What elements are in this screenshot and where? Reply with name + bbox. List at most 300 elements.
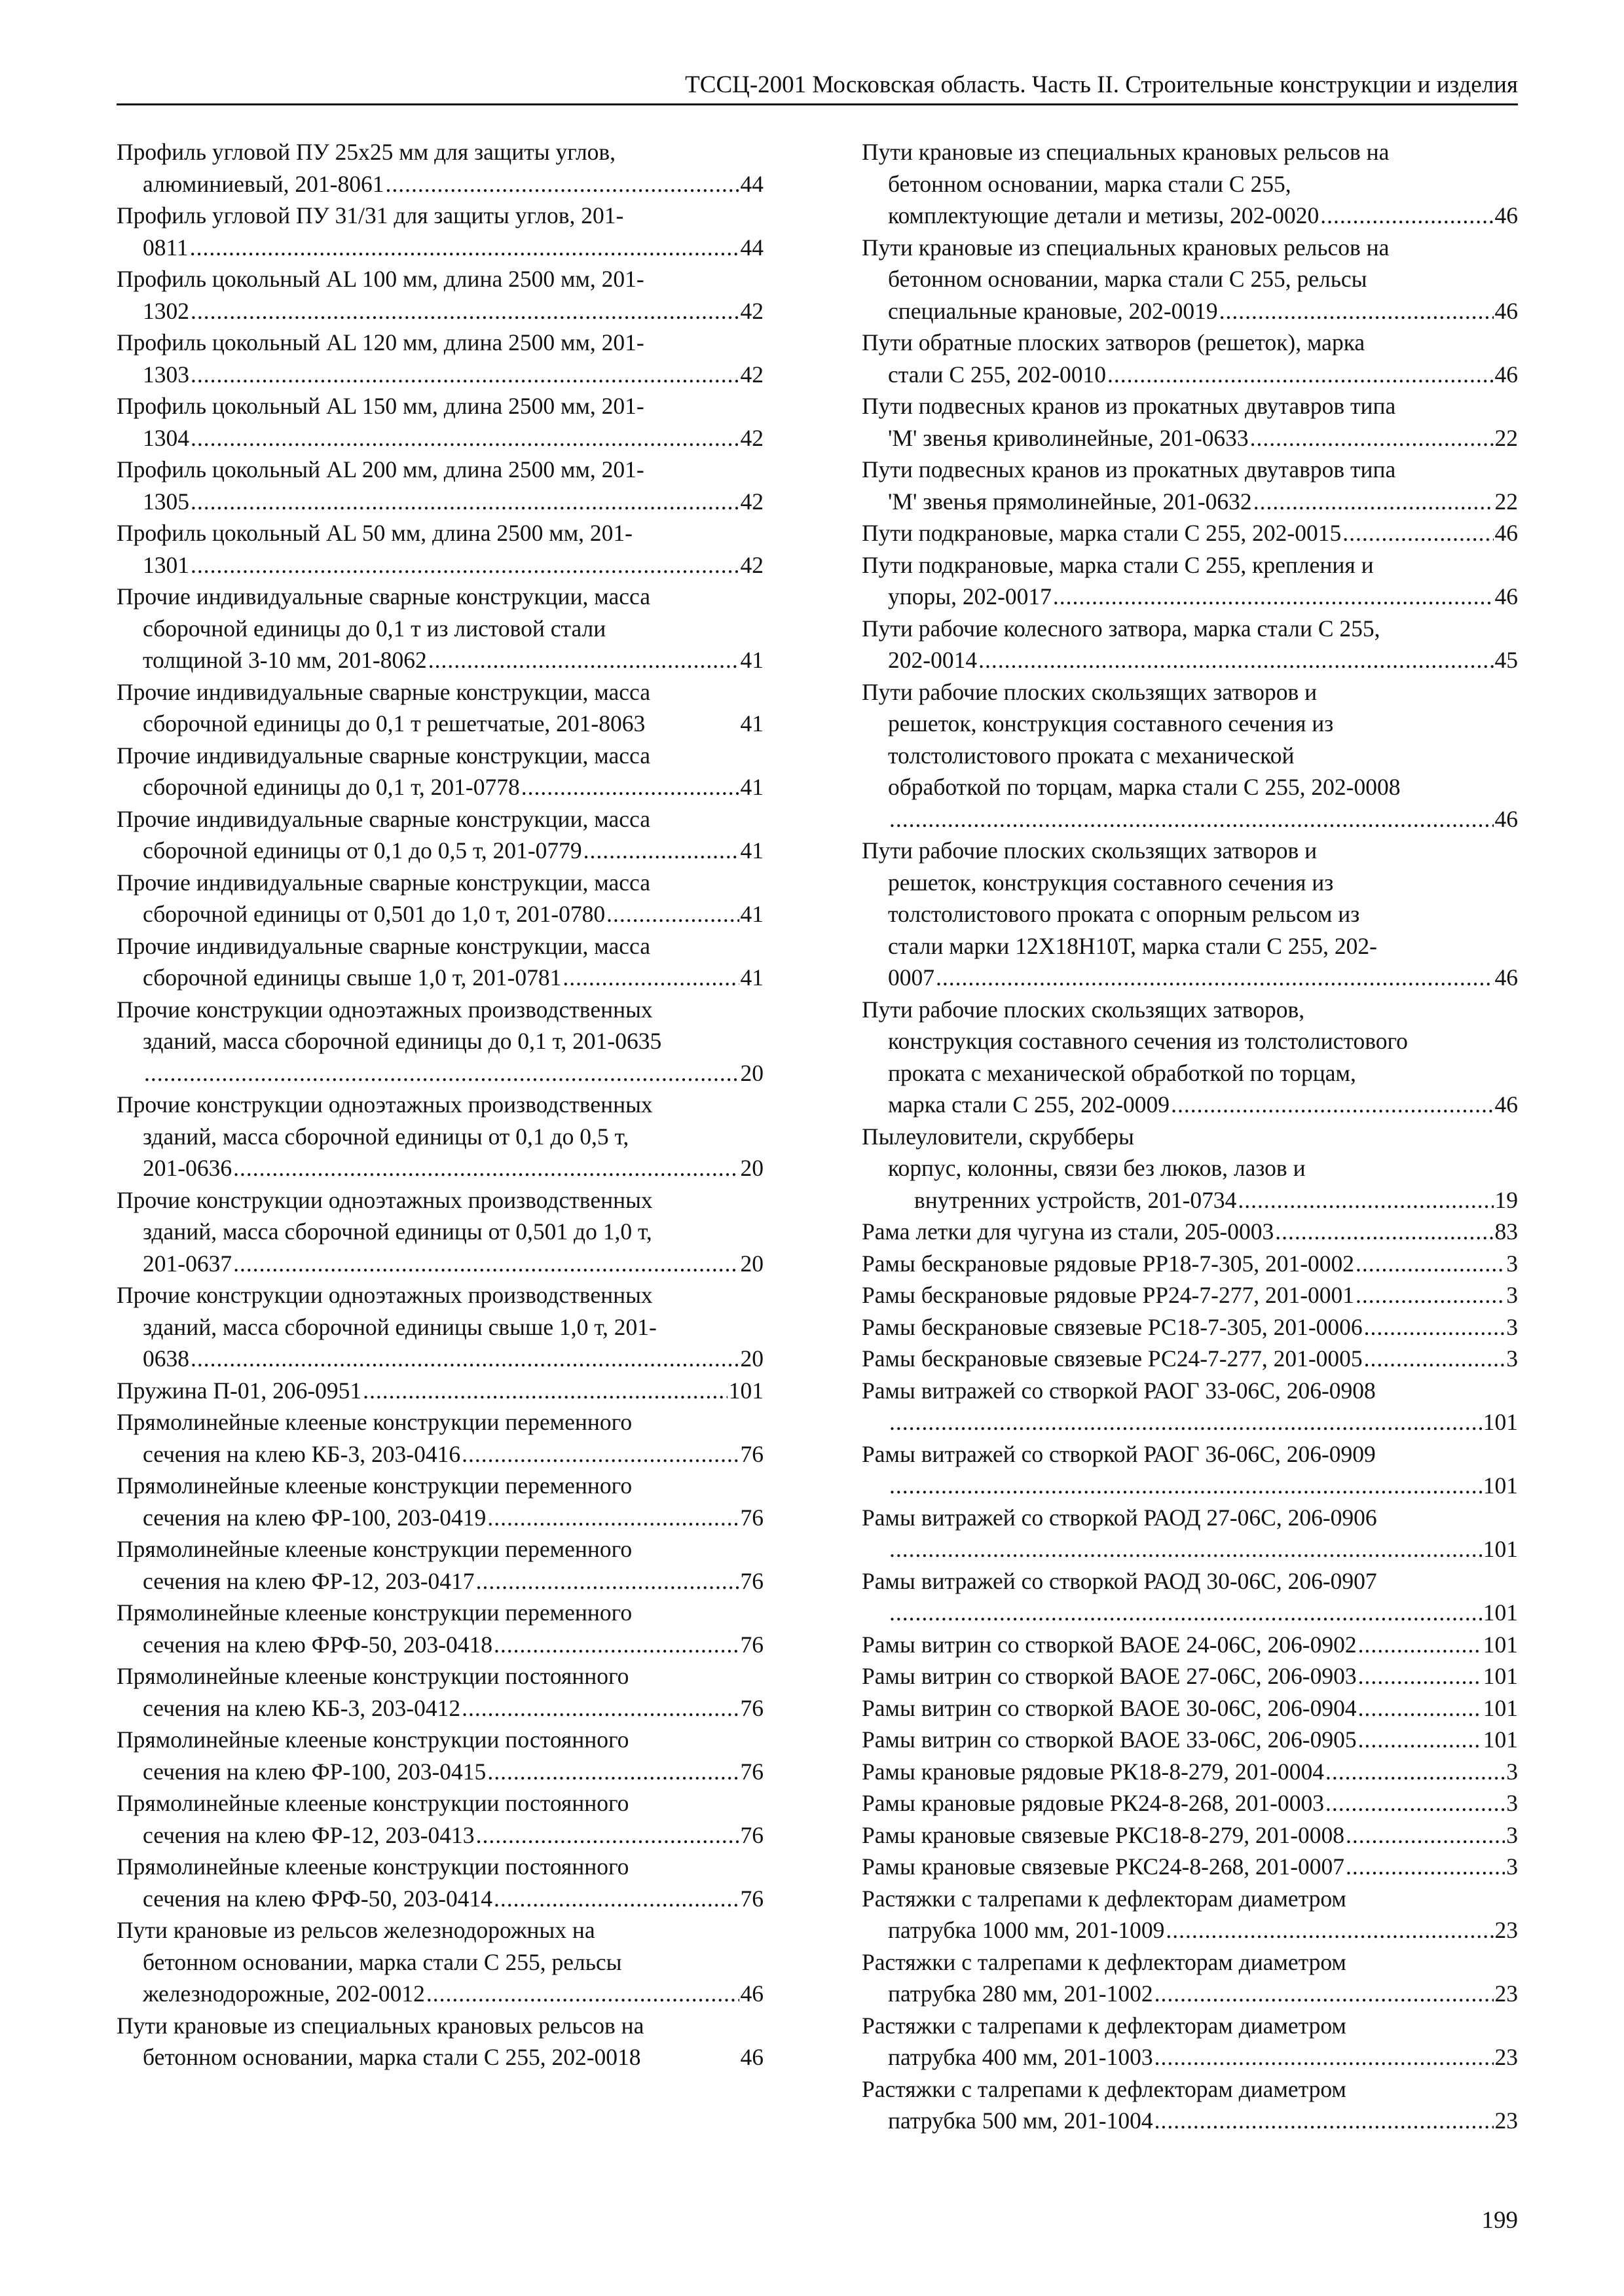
leader-dots [487,1756,739,1788]
index-entry-last-line [862,1819,1518,1851]
index-entry [862,1724,1518,1756]
leader-dots [462,1692,739,1724]
index-entry-line: Профиль цокольный AL 120 мм, длина 2500 мм, 201- [117,329,644,355]
index-entry [862,1502,1518,1565]
header-rule [117,103,1518,105]
index-entry-last-line [862,1533,1518,1565]
index-page-ref: 46 [1494,297,1518,324]
index-entry [117,867,764,930]
leader-dots [1250,422,1494,454]
index-entry-last-line [862,1787,1518,1819]
index-entry-last-line [862,1216,1518,1248]
index-entry-line: Прочие индивидуальные сварные конструкции, масса [117,805,650,832]
index-page-ref: 46 [740,2044,764,2070]
index-entry-line: Пути крановые из рельсов железнодорожных на [117,1917,595,1943]
leader-dots [1356,1279,1505,1311]
index-entry [862,327,1518,390]
index-page-ref: 76 [740,1504,764,1531]
leader-dots [1356,1248,1505,1280]
index-page-ref: 41 [740,774,764,800]
index-entry-last-line [117,1438,764,1470]
leader-dots [889,1533,1482,1565]
index-entry-last-line [117,1152,764,1184]
index-entry-line: Прочие индивидуальные сварные конструкции, масса [117,869,650,896]
index-entry [862,1375,1518,1438]
index-entry-text: Рамы крановые связевые РКС18-8-279, 201-0008 [862,1821,1345,1848]
index-entry-last-line [117,2041,764,2073]
index-entry [862,2073,1518,2137]
index-entry-last-line [862,200,1518,232]
index-entry [117,1533,764,1597]
index-entry-line: бетонном основании, марка стали С 255, рельсы [143,1948,622,1975]
leader-dots [494,1629,739,1661]
index-entry-text: Пружина П-01, 206-0951 [117,1377,362,1404]
leader-dots [233,1248,739,1280]
leader-dots [426,1978,739,2010]
leader-dots [978,644,1493,676]
index-entry [862,1946,1518,2010]
index-page-ref: 101 [1483,1663,1518,1689]
leader-dots [191,295,739,327]
leader-dots [1325,1756,1505,1788]
index-entry-text: сечения на клею ФР-100, 203-0419 [143,1504,487,1531]
index-entry-line: Рамы витражей со створкой РАОД 27-06С, 206-0906 [862,1504,1377,1531]
index-entry-text: сечения на клею КБ-3, 203-0412 [143,1694,461,1721]
index-entry-text: Рамы бескрановые рядовые РР18-7-305, 201-0002 [862,1250,1355,1277]
index-entry-text: внутренних устройств, 201-0734 [914,1186,1237,1213]
index-entry-line: Рамы витражей со створкой РАОД 30-06С, 206-0907 [862,1567,1377,1594]
index-page-ref: 3 [1506,1345,1518,1372]
index-page-ref: 41 [740,710,764,737]
index-entry-text: стали С 255, 202-0010 [888,361,1106,388]
index-entry-line: Пути рабочие колесного затвора, марка стали С 255, [862,615,1380,642]
index-entry-text: 202-0014 [888,647,978,673]
page-number: 199 [1481,2207,1518,2234]
leader-dots [583,835,739,867]
leader-dots [1053,581,1494,613]
index-entry [862,613,1518,676]
index-page-ref: 22 [1494,424,1518,451]
leader-dots [1346,1819,1505,1851]
index-entry [117,1724,764,1787]
index-entry-text: 1301 [143,551,189,578]
index-entry-line: проката с механической обработкой по торцам, [888,1059,1356,1086]
index-page-ref: 101 [1483,1726,1518,1753]
leader-dots [191,422,739,454]
index-entry [117,390,764,454]
index-entry [117,136,764,200]
index-entry-last-line [862,1914,1518,1946]
leader-dots [1320,200,1493,232]
index-entry-line: зданий, масса сборочной единицы до 0,1 т, 201-0635 [143,1028,662,1054]
leader-dots [1238,1184,1493,1216]
index-entry-last-line [117,1248,764,1280]
index-entry-last-line [862,2105,1518,2137]
index-entry-text: Рамы крановые рядовые РК18-8-279, 201-0004 [862,1758,1324,1785]
leader-dots [190,232,739,264]
leader-dots [1154,1978,1494,2010]
index-entry-text: патрубка 280 мм, 201-1002 [888,1980,1153,2007]
leader-dots [1154,2105,1494,2137]
index-entry-last-line [862,1629,1518,1661]
index-entry-last-line [117,1756,764,1788]
index-page-ref: 20 [740,1345,764,1372]
index-page-ref: 101 [1483,1631,1518,1658]
index-entry-text: сборочной единицы от 0,1 до 0,5 т, 201-0779 [143,837,582,864]
index-entry-line: Прямолинейные клееные конструкции постоянного [117,1726,629,1753]
index-page-ref: 76 [740,1885,764,1912]
index-entry [117,930,764,994]
index-entry [117,327,764,390]
index-entry-line: Пути рабочие плоских скользящих затворов и [862,837,1318,864]
index-page-ref: 46 [1494,361,1518,388]
index-entry-line: Пути крановые из специальных крановых рельсов на [862,234,1390,261]
index-entry-last-line [862,803,1518,835]
leader-dots [1253,486,1494,518]
index-entry-text: Пути подкрановые, марка стали С 255, 202-0015 [862,520,1342,546]
index-entry-text: Рамы витрин со створкой ВАОЕ 24-06С, 206-0902 [862,1631,1357,1658]
index-entry-line: Прямолинейные клееные конструкции постоянного [117,1663,629,1689]
index-entry-text: 1305 [143,488,189,515]
leader-dots [191,1343,739,1375]
index-entry [862,1216,1518,1248]
index-page-ref: 23 [1494,1980,1518,2007]
index-entry-text: 1303 [143,361,189,388]
index-entry-line: Пути подкрановые, марка стали С 255, крепления и [862,551,1374,578]
index-entry-line: Прочие индивидуальные сварные конструкции, масса [117,742,650,769]
index-page-ref: 101 [1483,1694,1518,1721]
index-page-ref: 76 [740,1694,764,1721]
index-entry-line: Пути подвесных кранов из прокатных двутавров типа [862,456,1396,483]
leader-dots [889,1470,1482,1502]
index-page-ref: 23 [1494,2044,1518,2070]
index-column-right [862,136,1518,2137]
index-page-ref: 42 [740,551,764,578]
leader-dots [1364,1311,1505,1343]
leader-dots [889,1406,1482,1438]
leader-dots [1171,1089,1493,1121]
index-page-ref: 83 [1494,1218,1518,1245]
index-page-ref: 3 [1506,1790,1518,1816]
leader-dots [889,1597,1482,1629]
index-page-ref: 20 [740,1250,764,1277]
index-entry [117,1406,764,1470]
leader-dots [1219,295,1494,327]
index-entry [117,740,764,803]
index-entry [117,1375,764,1407]
index-entry-line: Профиль цокольный AL 150 мм, длина 2500 мм, 201- [117,393,644,419]
index-entry-last-line [117,898,764,930]
index-page-ref: 76 [740,1821,764,1848]
index-entry [117,1660,764,1724]
index-entry-line: Прочие конструкции одноэтажных производственных [117,1091,653,1118]
index-entry-text: 1302 [143,297,189,324]
index-entry-last-line [862,2041,1518,2073]
index-entry [862,136,1518,232]
leader-dots [1325,1787,1505,1819]
index-entry [862,994,1518,1121]
index-page-ref: 23 [1494,2107,1518,2134]
index-page-ref: 101 [1483,1472,1518,1499]
index-entry-last-line [117,1502,764,1534]
index-entry [862,2010,1518,2073]
index-page-ref: 41 [740,837,764,864]
index-entry-text: сечения на клею ФР-12, 203-0413 [143,1821,475,1848]
index-entry-last-line [117,1343,764,1375]
index-entry-last-line [862,1343,1518,1375]
index-entry-text: сборочной единицы от 0,501 до 1,0 т, 201-0780 [143,901,606,927]
leader-dots [191,359,739,391]
index-entry [117,1787,764,1851]
index-entry-line: Прочие индивидуальные сварные конструкции, масса [117,678,650,705]
index-entry-last-line [862,1756,1518,1788]
index-page-ref: 42 [740,297,764,324]
index-entry-text: 'М' звенья прямолинейные, 201-0632 [888,488,1252,515]
index-entry [117,1279,764,1375]
index-entry [862,517,1518,549]
index-page-ref: 22 [1494,488,1518,515]
index-entry-text: упоры, 202-0017 [888,583,1052,610]
leader-dots [191,549,739,581]
leader-dots [233,1152,739,1184]
index-entry-last-line [117,771,764,803]
leader-dots [1342,517,1493,549]
index-entry [117,803,764,867]
index-entry-text: Рамы витрин со створкой ВАОЕ 27-06С, 206-0903 [862,1663,1357,1689]
index-entry [862,1279,1518,1311]
index-entry-text: 'М' звенья криволинейные, 201-0633 [888,424,1249,451]
index-entry-text: железнодорожные, 202-0012 [143,1980,425,2007]
index-entry-line: Пути обратные плоских затворов (решеток), марка [862,329,1365,355]
index-entry-line: Прочие конструкции одноэтажных производственных [117,1186,653,1213]
index-entry [862,1851,1518,1883]
leader-dots [563,962,739,994]
index-entry-last-line [862,1089,1518,1121]
index-entry-text: патрубка 1000 мм, 201-1009 [888,1917,1165,1943]
index-page-ref: 76 [740,1440,764,1467]
leader-dots [462,1438,739,1470]
index-entry-last-line [117,1565,764,1597]
index-entry-text: толщиной 3-10 мм, 201-8062 [143,647,427,673]
index-entry-line: Профиль угловой ПУ 31/31 для защиты углов, 201- [117,202,624,228]
index-page-ref: 3 [1506,1282,1518,1308]
leader-dots [1364,1343,1505,1375]
index-entry [862,390,1518,454]
index-entry [117,1184,764,1280]
index-entry-line: Прямолинейные клееные конструкции переменного [117,1472,633,1499]
index-entry-last-line [117,708,764,740]
index-entry-text: марка стали С 255, 202-0009 [888,1091,1170,1118]
index-entry-line: Растяжки с талрепами к дефлекторам диаметром [862,1948,1346,1975]
index-entry-line: Пути крановые из специальных крановых рельсов на [117,2012,644,2039]
index-page-ref: 44 [740,170,764,197]
index-entry-last-line [862,581,1518,613]
index-entry-line: Прочие индивидуальные сварные конструкции, масса [117,583,650,610]
leader-dots [487,1502,739,1534]
index-entry-last-line [862,295,1518,327]
index-entry [862,835,1518,994]
index-entry-last-line [117,835,764,867]
index-page-ref: 3 [1506,1250,1518,1277]
leader-dots [1166,1914,1493,1946]
index-entry-text: Рамы крановые связевые РКС24-8-268, 201-0007 [862,1853,1345,1880]
index-entry-line: Профиль цокольный AL 100 мм, длина 2500 мм, 201- [117,266,644,292]
index-entry-text: сборочной единицы свыше 1,0 т, 201-0781 [143,964,562,991]
leader-dots [1107,359,1494,391]
index-entry-line: Прочие индивидуальные сварные конструкции, масса [117,932,650,959]
index-entry-line: Прямолинейные клееные конструкции постоянного [117,1790,629,1816]
index-entry-text: Рамы бескрановые связевые РС18-7-305, 201-0006 [862,1313,1363,1340]
index-entry [862,1660,1518,1692]
index-entry-text: Рамы витрин со створкой ВАОЕ 30-06С, 206-0904 [862,1694,1357,1721]
index-entry-text: патрубка 500 мм, 201-1004 [888,2107,1153,2134]
leader-dots [363,1375,728,1407]
index-entry [862,1343,1518,1375]
index-entry-text: патрубка 400 мм, 201-1003 [888,2044,1153,2070]
index-entry-last-line [862,1406,1518,1438]
index-entry-text: 201-0636 [143,1155,232,1181]
index-entry-text: 0007 [888,964,934,991]
index-entry-line: Пути подвесных кранов из прокатных двутавров типа [862,393,1396,419]
leader-dots [144,1057,739,1089]
leader-dots [521,771,739,803]
index-entry-text: Рамы витрин со створкой ВАОЕ 33-06С, 206-0905 [862,1726,1357,1753]
index-entry-text: алюминиевый, 201-8061 [143,170,384,197]
index-entry-line: решеток, конструкция составного сечения из [888,710,1334,737]
index-entry-text: бетонном основании, марка стали С 255, 202-0018 [143,2044,641,2070]
index-entry [862,1819,1518,1851]
index-entry [862,1629,1518,1661]
index-page-ref: 46 [1494,583,1518,610]
leader-dots [386,168,739,200]
index-entry-line: толстолистового проката с опорным рельсом из [888,901,1360,927]
index-entry-line: Растяжки с талрепами к дефлекторам диаметром [862,1885,1346,1912]
index-entry-last-line [862,1724,1518,1756]
leader-dots [606,898,739,930]
index-entry-last-line [117,1629,764,1661]
index-entry-line: зданий, масса сборочной единицы от 0,501 до 1,0 т, [143,1218,652,1245]
index-entry [117,517,764,581]
index-entry-line: конструкция составного сечения из толстолистового [888,1028,1408,1054]
index-page-ref: 46 [1494,202,1518,228]
index-entry [117,994,764,1089]
index-page-ref: 42 [740,361,764,388]
index-entry [862,1438,1518,1502]
index-page-ref: 76 [740,1758,764,1785]
index-page-ref: 20 [740,1155,764,1181]
index-entry [117,1851,764,1914]
index-page-ref: 45 [1494,647,1518,673]
index-entry-text: Рамы бескрановые рядовые РР24-7-277, 201-0001 [862,1282,1355,1308]
index-entry [862,1565,1518,1629]
index-entry-line: бетонном основании, марка стали С 255, [888,170,1291,197]
index-entry-text: сборочной единицы до 0,1 т решетчатые, 201-8063 [143,710,646,737]
index-entry-last-line [117,232,764,264]
index-page-ref: 3 [1506,1313,1518,1340]
index-entry-last-line [862,1470,1518,1502]
index-entry-text: 1304 [143,424,189,451]
index-entry [117,2010,764,2073]
index-page-ref: 23 [1494,1917,1518,1943]
index-page-ref: 44 [740,234,764,261]
index-entry-last-line [862,644,1518,676]
index-page-ref: 101 [1483,1536,1518,1562]
index-entry-line: решеток, конструкция составного сечения из [888,869,1334,896]
index-entry-line: Пути крановые из специальных крановых рельсов на [862,139,1390,165]
index-entry-text: сечения на клею КБ-3, 203-0416 [143,1440,461,1467]
index-page-ref: 46 [1494,805,1518,832]
index-entry-line: зданий, масса сборочной единицы свыше 1,0 т, 201- [143,1313,657,1340]
index-page-ref: 101 [728,1377,764,1404]
index-entry [117,1597,764,1660]
index-entry-last-line [862,1184,1518,1216]
index-entry-line: сборочной единицы до 0,1 т из листовой стали [143,615,606,642]
index-entry-last-line [862,962,1518,994]
index-entry-text: специальные крановые, 202-0019 [888,297,1218,324]
index-entry [117,1089,764,1184]
index-page-ref: 46 [1494,964,1518,991]
index-entry-line: Прямолинейные клееные конструкции переменного [117,1599,633,1626]
index-entry-line: Рамы витражей со створкой РАОГ 33-06С, 206-0908 [862,1377,1376,1404]
index-entry-line: толстолистового проката с механической [888,742,1295,769]
index-entry-last-line [117,486,764,518]
index-page-ref: 101 [1483,1409,1518,1435]
index-entry [862,1787,1518,1819]
index-page-ref: 3 [1506,1758,1518,1785]
running-header: ТССЦ-2001 Московская область. Часть II. Строительные конструкции и изделия [685,71,1518,98]
index-entry-last-line [117,422,764,454]
index-entry [117,263,764,327]
index-page-ref: 42 [740,424,764,451]
index-entry-text: сечения на клею ФР-12, 203-0417 [143,1567,475,1594]
index-entry-last-line [862,517,1518,549]
index-page-ref: 76 [740,1631,764,1658]
index-entry-last-line [117,644,764,676]
index-entry-text: 0811 [143,234,189,261]
index-entry-text: Рама летки для чугуна из стали, 205-0003 [862,1218,1274,1245]
index-entry [862,676,1518,835]
leader-dots [191,486,739,518]
index-entry-last-line [862,1248,1518,1280]
index-page-ref: 46 [1494,520,1518,546]
leader-dots [494,1883,739,1915]
index-entry [117,454,764,517]
index-entry-line: Пути рабочие плоских скользящих затворов и [862,678,1318,705]
index-entry-line: Рамы витражей со створкой РАОГ 36-06С, 206-0909 [862,1440,1376,1467]
index-entry-last-line [117,1057,764,1089]
index-entry-last-line [117,359,764,391]
index-entry-line: Прямолинейные клееные конструкции переменного [117,1536,633,1562]
index-entry-last-line [117,962,764,994]
index-entry-line: Прочие конструкции одноэтажных производственных [117,996,653,1023]
index-entry-last-line [862,1978,1518,2010]
index-entry-last-line [862,1279,1518,1311]
index-entry [117,1914,764,2010]
index-entry-line: Профиль цокольный AL 200 мм, длина 2500 мм, 201- [117,456,644,483]
index-entry-last-line [117,295,764,327]
index-entry [862,1311,1518,1343]
index-entry-line: стали марки 12Х18Н10Т, марка стали С 255, 202- [888,932,1377,959]
index-entry-last-line [862,1660,1518,1692]
index-column-left [117,136,764,2073]
index-page-ref: 3 [1506,1821,1518,1848]
leader-dots [1154,2041,1494,2073]
index-entry-line: Растяжки с талрепами к дефлекторам диаметром [862,2075,1346,2102]
index-entry [117,1470,764,1533]
leader-dots [1358,1692,1482,1724]
index-page-ref: 46 [740,1980,764,2007]
leader-dots [936,962,1494,994]
